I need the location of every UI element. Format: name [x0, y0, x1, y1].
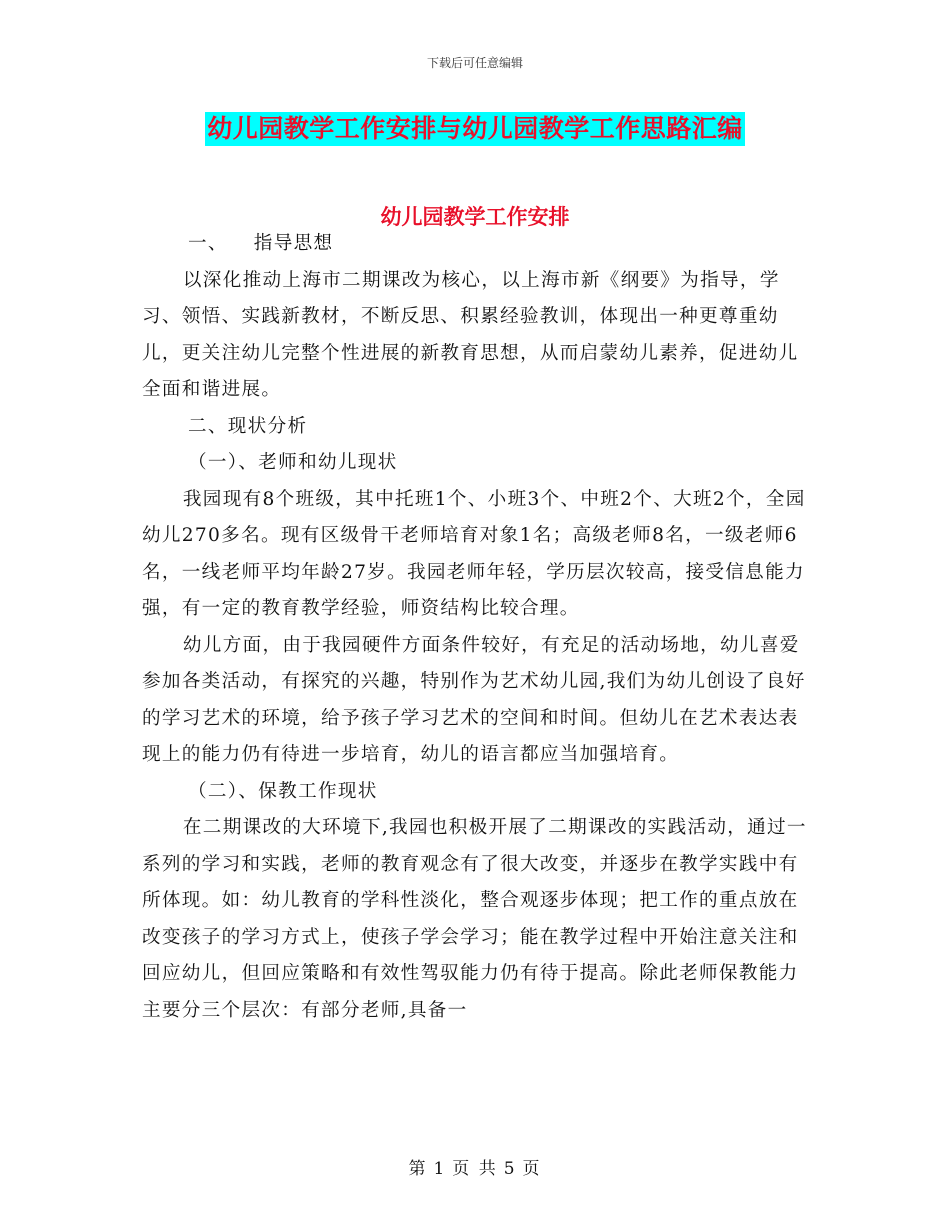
heading-teacher-child-status: （一）、老师和幼儿现状 — [188, 452, 398, 473]
paragraph-1: 以深化推动上海市二期课改为核心，以上海市新《纲要》为指导，学习、领悟、实践新教材，不断反思、积累经验教训，体现出一种更尊重幼儿，更关注幼儿完整个性进展的新教育思想，从而启蒙幼儿素养，促进幼儿全面和谐进展。 — [142, 269, 799, 400]
page-footer — [0, 1154, 950, 1179]
paragraph-4: 在二期课改的大环境下,我园也积极开展了二期课改的实践活动，通过一系列的学习和实践，老师的教育观念有了很大改变，并逐步在教学实践中有所体现。如：幼儿教育的学科性淡化，整合观逐步体现；把工作的重点放在改变孩子的学习方式上，使孩子学会学习；能在教学过程中开始注意关注和回应幼儿，但回应策略和有效性驾驭能力仍有待于提高。除此老师保教能力主要分三个层次：有部分老师,具备一 — [142, 817, 807, 1021]
current-page-number: 1 — [433, 1159, 447, 1179]
paragraph-3: 幼儿方面，由于我园硬件方面条件较好，有充足的活动场地，幼儿喜爱参加各类活动，有探究的兴趣，特别作为艺术幼儿园,我们为幼儿创设了良好的学习艺术的环境，给予孩子学习艺术的空间和时间。但幼儿在艺术表达表现上的能力仍有待进一步培育，幼儿的语言都应当加强培育。 — [142, 634, 806, 765]
heading-status-analysis: 二、现状分析 — [188, 415, 308, 437]
heading-care-education-status: （二）、保教工作现状 — [188, 780, 378, 802]
main-title-wrap — [0, 112, 950, 146]
footer-middle: 页 共 — [452, 1159, 498, 1179]
footer-prefix: 第 — [408, 1159, 428, 1179]
section-title: 幼儿园教学工作安排 — [380, 204, 570, 229]
main-title: 幼儿园教学工作安排与幼儿园教学工作思路汇编 — [205, 112, 745, 146]
heading-text: 指导思想 — [253, 233, 334, 254]
body-text — [142, 226, 810, 1029]
paragraph-2: 我园现有8个班级，其中托班1个、小班3个、中班2个、大班2个，全园幼儿270多名。现有区级骨干老师培育对象1名；高级老师8名，一级老师6名，一线老师平均年龄27岁。我园老师年轻，学历层次较高，接受信息能力强，有一定的教育教学经验，师资结构比较合理。 — [142, 488, 806, 619]
heading-number: 一、 — [188, 233, 228, 254]
heading-guiding-thought — [142, 226, 810, 263]
header-note: 下载后可任意编辑 — [426, 56, 523, 70]
total-page-number: 5 — [503, 1159, 517, 1179]
footer-suffix: 页 — [522, 1159, 542, 1179]
